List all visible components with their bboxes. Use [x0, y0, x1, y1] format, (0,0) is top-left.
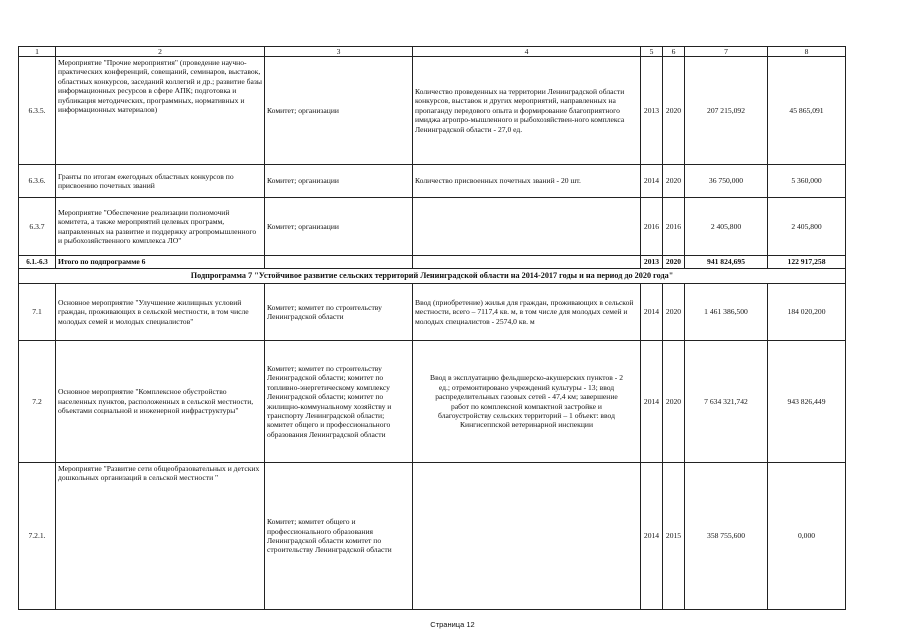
total-amount: 36 750,000	[685, 165, 768, 198]
start-year: 2014	[641, 341, 663, 463]
end-year: 2015	[663, 463, 685, 610]
executor	[265, 256, 413, 269]
header-cell: 7	[685, 47, 768, 57]
subprogram-title: Подпрограмма 7 "Устойчивое развитие сельских территорий Ленинградской области на 2014-2017 годы и на период до 2020 года"	[19, 269, 846, 284]
start-year: 2014	[641, 165, 663, 198]
row-number: 6.3.5.	[19, 57, 56, 165]
indicator	[413, 256, 641, 269]
header-cell: 2	[56, 47, 265, 57]
executor: Комитет; организации	[265, 198, 413, 256]
start-year: 2013	[641, 256, 663, 269]
start-year: 2016	[641, 198, 663, 256]
total-amount: 2 405,800	[685, 198, 768, 256]
indicator	[413, 198, 641, 256]
total-amount: 941 824,695	[685, 256, 768, 269]
subtotal-label: Итого по подпрограмме 6	[56, 256, 265, 269]
row-number: 7.2.1.	[19, 463, 56, 610]
end-year: 2020	[663, 57, 685, 165]
header-row	[19, 47, 846, 57]
amount: 45 865,091	[768, 57, 846, 165]
header-cell: 6	[663, 47, 685, 57]
activity-name: Основное мероприятие "Улучшение жилищных условий граждан, проживающих в сельской местности, в том числе молодых семей и молодых специалистов"	[56, 284, 265, 341]
row-number: 7.2	[19, 341, 56, 463]
amount: 5 360,000	[768, 165, 846, 198]
table-row	[19, 57, 846, 165]
end-year: 2020	[663, 165, 685, 198]
total-amount: 7 634 321,742	[685, 341, 768, 463]
activity-name: Мероприятие "Прочие мероприятия" (проведение научно-практических конференций, совещаний, семинаров, выставок, областных конкурсов, заседаний коллегий и др.; развитие базы информационных ресурсов в сфере АПК; подготовка и публикация методических, программных, нормативных и информационных материалов)	[56, 57, 265, 165]
header-cell: 3	[265, 47, 413, 57]
row-number: 6.1.-6.3	[19, 256, 56, 269]
end-year: 2016	[663, 198, 685, 256]
activity-name: Основное мероприятие "Комплексное обустройство населенных пунктов, расположенных в сельской местности, объектами социальной и инженерной инфраструктуры"	[56, 341, 265, 463]
start-year: 2014	[641, 284, 663, 341]
executor: Комитет; комитет общего и профессионального образования Ленинградской области комитет по строительству Ленинградской области	[265, 463, 413, 610]
executor: Комитет; организации	[265, 57, 413, 165]
total-amount: 207 215,092	[685, 57, 768, 165]
amount: 184 020,200	[768, 284, 846, 341]
indicator	[413, 463, 641, 610]
end-year: 2020	[663, 341, 685, 463]
amount: 943 826,449	[768, 341, 846, 463]
subprogram-title-row	[19, 269, 846, 284]
header-cell: 4	[413, 47, 641, 57]
program-table	[18, 46, 846, 610]
row-number: 6.3.6.	[19, 165, 56, 198]
header-cell: 8	[768, 47, 846, 57]
activity-name: Гранты по итогам ежегодных областных конкурсов по присвоению почетных званий	[56, 165, 265, 198]
indicator: Ввод (приобретение) жилья для граждан, проживающих в сельской местности, всего – 7117,4 кв. м, в том числе для молодых семей и молодых специалистов - 2574,0 кв. м	[413, 284, 641, 341]
header-cell: 1	[19, 47, 56, 57]
executor: Комитет; комитет по строительству Ленинградской области; комитет по топливно-энергетическому комплексу Ленинградской области; комитет по жилищно-коммунальному хозяйству и транспорту Ленинградской области; комитет общего и профессионального образования Ленинградской области	[265, 341, 413, 463]
indicator: Количество присвоенных почетных званий - 20 шт.	[413, 165, 641, 198]
row-number: 6.3.7	[19, 198, 56, 256]
total-amount: 1 461 386,500	[685, 284, 768, 341]
table-row	[19, 284, 846, 341]
start-year: 2014	[641, 463, 663, 610]
amount: 2 405,800	[768, 198, 846, 256]
row-number: 7.1	[19, 284, 56, 341]
amount: 122 917,258	[768, 256, 846, 269]
table-row	[19, 165, 846, 198]
activity-name: Мероприятие "Развитие сети общеобразовательных и детских дошкольных организаций в сельской местности "	[56, 463, 265, 610]
table-row	[19, 198, 846, 256]
amount: 0,000	[768, 463, 846, 610]
executor: Комитет; комитет по строительству Ленинградской области	[265, 284, 413, 341]
table-row	[19, 341, 846, 463]
table-row	[19, 463, 846, 610]
page-number: Страница 12	[430, 620, 475, 629]
end-year: 2020	[663, 256, 685, 269]
header-cell: 5	[641, 47, 663, 57]
subtotal-row	[19, 256, 846, 269]
end-year: 2020	[663, 284, 685, 341]
indicator: Ввод в эксплуатацию фельдшерско-акушерских пунктов - 2 ед.; отремонтировано учреждений культуры - 13; ввод распределительных газовых сетей - 47,4 км; завершение работ по комплексной компактной застройке и благоустройству сельских территорий – 1 объект: ввод Кингисеппской ветеринарной инспекции	[413, 341, 641, 463]
executor: Комитет; организации	[265, 165, 413, 198]
total-amount: 358 755,600	[685, 463, 768, 610]
indicator: Количество проведенных на территории Ленинградской области конкурсов, выставок и других мероприятий, направленных на пропаганду передового опыта и формирование благоприятного имиджа агропро-мышленного и рыбохозяйствен-ного комплекса Ленинградской области - 27,0 ед.	[413, 57, 641, 165]
start-year: 2013	[641, 57, 663, 165]
activity-name: Мероприятие "Обеспечение реализации полномочий комитета, а также мероприятий целевых программ, направленных на развитие и поддержку агропромышленного и рыбохозяйственного комплекса ЛО"	[56, 198, 265, 256]
